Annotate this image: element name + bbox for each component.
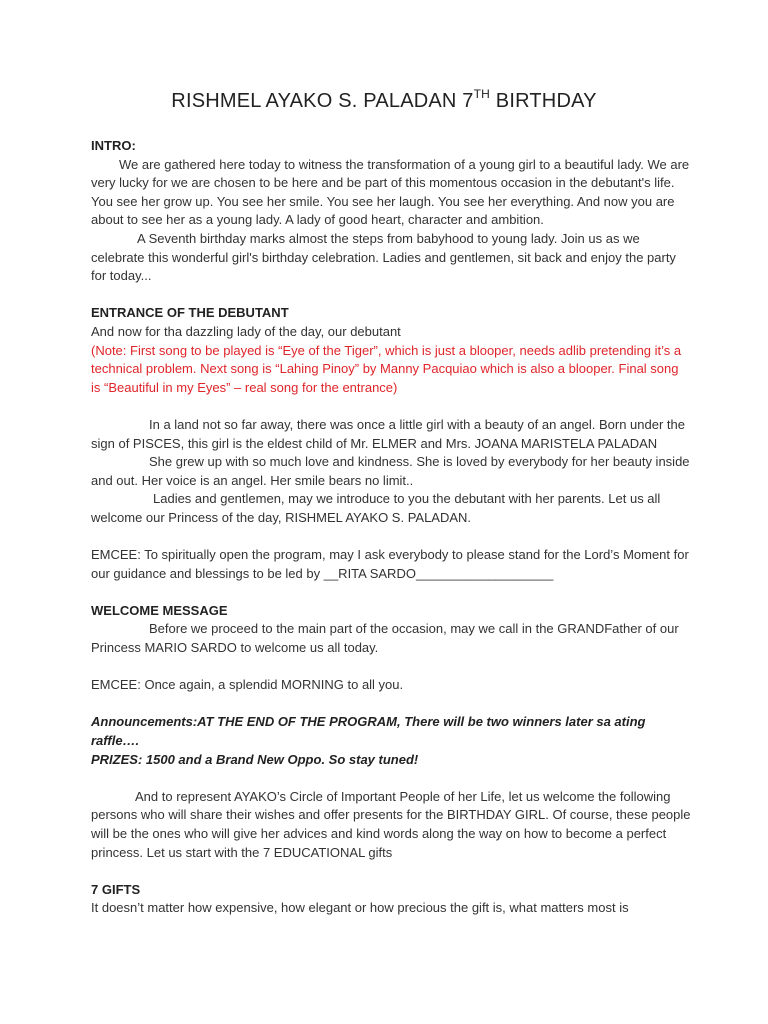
entrance-paragraph-2: She grew up with so much love and kindness. She is loved by everybody for her beauty inside and out. Her voice is an angel. Her smile bears no limit.. [91, 454, 690, 488]
entrance-paragraph-3: Ladies and gentlemen, may we introduce to you the debutant with her parents. Let us all welcome our Princess of the day, RISHMEL AYAKO S. PALADAN. [91, 491, 661, 525]
entrance-note: (Note: First song to be played is “Eye of the Tiger”, which is just a blooper, needs adlib pretending it’s a technical problem. Next song is “Lahing Pinoy” by Manny Pacquiao which is also a blooper. Final song is “Beautiful in my Eyes” – real song for the entrance) [91, 342, 682, 395]
entrance-heading: ENTRANCE OF THE DEBUTANT [91, 305, 289, 321]
prizes-line: PRIZES: 1500 and a Brand New Oppo. So stay tuned! [91, 751, 419, 767]
emcee-prayer: EMCEE: To spiritually open the program, may I ask everybody to please stand for the Lord’s Moment for our guidance and blessings to be led by __RITA SARDO___________________ [91, 547, 689, 581]
intro-heading: INTRO: [91, 138, 136, 153]
title-main: RISHMEL AYAKO S. PALADAN 7 [171, 90, 474, 112]
title-superscript: TH [473, 87, 491, 101]
document-body [91, 137, 691, 918]
document-title [0, 87, 768, 113]
announcements-line: Announcements:AT THE END OF THE PROGRAM, There will be two winners later sa ating raffle…. [91, 714, 646, 748]
intro-paragraph-1: We are gathered here today to witness the transformation of a young girl to a beautiful lady. We are very lucky for we are chosen to be here and be part of this momentous occasion in the debutant's life. You see her grow up. You see her smile. You see her laugh. You see her everything. And now you are about to see her as a young lady. A lady of good heart, character and ambition. [91, 156, 690, 228]
welcome-heading: WELCOME MESSAGE [91, 602, 228, 618]
welcome-paragraph: Before we proceed to the main part of the occasion, may we call in the GRANDFather of our Princess MARIO SARDO to welcome us all today. [91, 621, 679, 656]
gifts-heading: 7 GIFTS [91, 881, 141, 897]
represent-paragraph: And to represent AYAKO’s Circle of Important People of her Life, let us welcome the following persons who will share their wishes and offer presents for the BIRTHDAY GIRL. Of course, these people will be the ones who will give her advices and kind words along the way on how to become a perfect princess. Let us start with the 7 EDUCATIONAL gifts [91, 788, 691, 860]
title-end: BIRTHDAY [490, 90, 597, 112]
entrance-paragraph-1: In a land not so far away, there was once a little girl with a beauty of an angel. Born under the sign of PISCES, this girl is the eldest child of Mr. ELMER and Mrs. JOANA MARISTELA PALADAN [91, 416, 685, 451]
intro-paragraph-2: A Seventh birthday marks almost the steps from babyhood to young lady. Join us as we celebrate this wonderful girl's birthday celebration. Ladies and gentlemen, sit back and enjoy the party for today... [91, 230, 676, 284]
emcee-greeting: EMCEE: Once again, a splendid MORNING to all you. [91, 677, 404, 693]
entrance-line: And now for tha dazzling lady of the day, our debutant [91, 323, 401, 339]
gifts-paragraph: It doesn’t matter how expensive, how elegant or how precious the gift is, what matters most is [91, 900, 629, 916]
